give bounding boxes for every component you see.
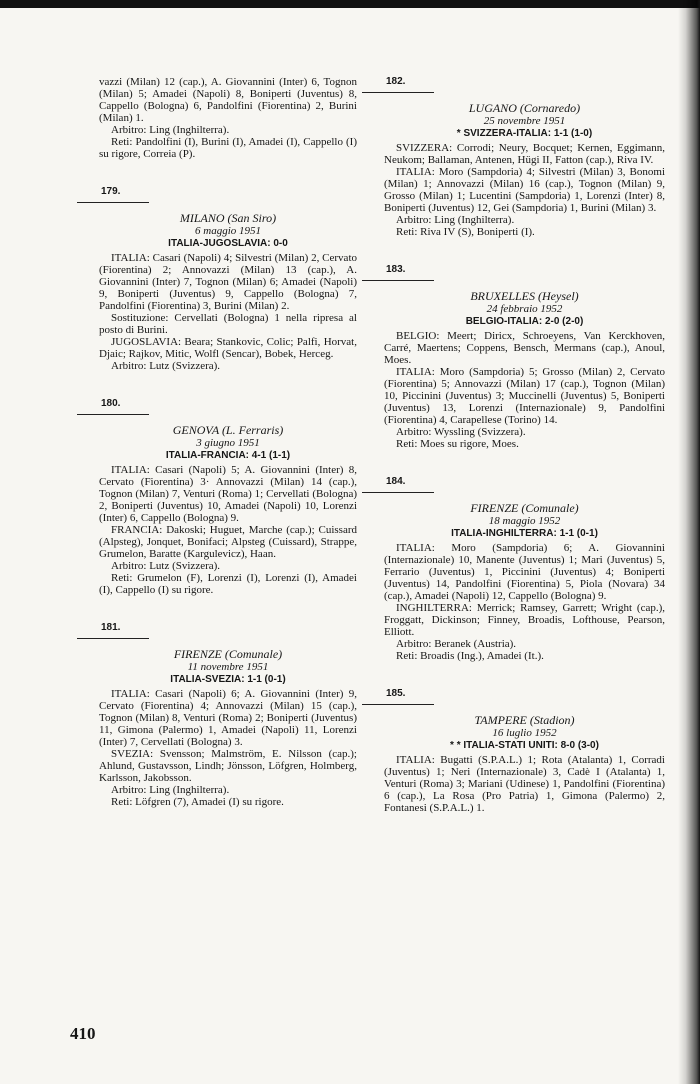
paragraph: BELGIO: Meert; Diricx, Schroeyens, Van Kerckhoven, Carré, Maertens; Coppens, Bensch, Mermans (cap.), Anoul, Moes. bbox=[384, 330, 665, 366]
paragraph: FRANCIA: Dakoski; Huguet, Marche (cap.); Cuissard (Alpsteg), Jonquet, Bonifaci; Alpsteg (Cuissard), Strappe, Grumelon, Baratte (Kargulevicz), Haan. bbox=[99, 524, 357, 560]
match-title: * SVIZZERA-ITALIA: 1-1 (1-0) bbox=[456, 128, 593, 139]
paragraph: ITALIA: Casari (Napoli) 5; A. Giovannini (Inter) 8, Cervato (Fiorentina) 3· Annovazzi (Milan) 14 (cap.), Tognon (Milan) 7, Venturi (Roma) 1; Cervellati (Bologna) 2, Boniperti (Juventus) 10, Amadei (Napoli) 10, Lorenzi (Inter) 6, Cappello (Bologna) 9. bbox=[99, 464, 357, 524]
match-date: 6 maggio 1951 bbox=[195, 225, 261, 237]
paragraph: ITALIA: Moro (Sampdoria) 5; Grosso (Milan) 2, Cervato (Fiorentina) 5; Annovazzi (Milan) 17 (cap.), Tognon (Milan) 10, Piccinini (Juventus) 3; Muccinelli (Juventus) 5, Boniperti (Juventus) 13, Lorenzi (Internazionale) 9, Pandolfini (Fiorentina) 4, Carapellese (Torino) 14. bbox=[384, 366, 665, 426]
entry-number: 180. bbox=[101, 398, 121, 409]
divider bbox=[77, 202, 149, 203]
paragraph: Arbitro: Lutz (Svizzera). bbox=[111, 560, 221, 572]
match-title: BELGIO-ITALIA: 2-0 (2-0) bbox=[465, 316, 584, 327]
match-title: ITALIA-FRANCIA: 4-1 (1-1) bbox=[165, 450, 291, 461]
match-entry bbox=[99, 622, 357, 808]
venue: LUGANO (Cornaredo) bbox=[468, 101, 581, 115]
match-entry bbox=[384, 476, 665, 662]
venue: BRUXELLES (Heysel) bbox=[470, 289, 579, 303]
match-date: 25 novembre 1951 bbox=[483, 115, 566, 127]
paragraph: Arbitro: Beranek (Austria). bbox=[396, 638, 517, 650]
match-entry bbox=[99, 398, 357, 596]
match-entry bbox=[384, 76, 665, 238]
entry-number: 179. bbox=[101, 186, 121, 197]
right-column bbox=[384, 76, 665, 814]
paragraph: Reti: Pandolfini (I), Burini (I), Amadei (I), Cappello (I) su rigore, Correia (P). bbox=[99, 136, 357, 160]
match-date: 11 novembre 1951 bbox=[187, 661, 269, 673]
continued-entry bbox=[99, 76, 357, 160]
match-date: 24 febbraio 1952 bbox=[486, 303, 563, 315]
paragraph: Reti: Riva IV (S), Boniperti (I). bbox=[396, 226, 535, 238]
match-title: ITALIA-JUGOSLAVIA: 0-0 bbox=[168, 238, 288, 249]
venue: FIRENZE (Comunale) bbox=[470, 501, 579, 515]
paragraph: Sostituzione: Cervellati (Bologna) 1 nella ripresa al posto di Burini. bbox=[99, 312, 357, 336]
entry-number: 184. bbox=[386, 476, 406, 487]
match-date: 18 maggio 1952 bbox=[488, 515, 561, 527]
divider bbox=[362, 92, 434, 93]
entry-number: 182. bbox=[386, 76, 406, 87]
left-column bbox=[99, 76, 357, 808]
paragraph: Arbitro: Lutz (Svizzera). bbox=[111, 360, 221, 372]
venue: MILANO (San Siro) bbox=[179, 211, 277, 225]
match-entry bbox=[384, 688, 665, 814]
entry-number: 183. bbox=[386, 264, 406, 275]
paragraph: Arbitro: Ling (Inghilterra). bbox=[396, 214, 515, 226]
paragraph: Arbitro: Wyssling (Svizzera). bbox=[396, 426, 526, 438]
divider bbox=[362, 704, 434, 705]
paragraph: Reti: Broadis (Ing.), Amadei (It.). bbox=[396, 650, 544, 662]
entry-number: 185. bbox=[386, 688, 406, 699]
top-edge-shadow bbox=[0, 0, 700, 8]
paragraph: ITALIA: Moro (Sampdoria) 4; Silvestri (Milan) 3, Bonomi (Milan) 1; Annovazzi (Milan) 16 (cap.), Tognon (Milan) 9, Grosso (Milan) 1; Lucentini (Sampdoria) 1, Lorenzi (Inter) 8, Boniperti (Juventus) 12, Gei (Sampdoria) 1, Burini (Milan) 3. bbox=[384, 166, 665, 214]
venue: TAMPERE (Stadion) bbox=[474, 713, 575, 727]
match-title: ITALIA-INGHILTERRA: 1-1 (0-1) bbox=[451, 528, 598, 539]
divider bbox=[77, 414, 149, 415]
paragraph: SVEZIA: Svensson; Malmström, E. Nilsson (cap.); Ahlund, Gustavsson, Lindh; Jönsson, Löfgren, Holmberg, Karlsson, Jakobsson. bbox=[99, 748, 357, 784]
paragraph: Reti: Grumelon (F), Lorenzi (I), Lorenzi (I), Amadei (I), Cappello (I) su rigore. bbox=[99, 572, 357, 596]
match-date: 16 luglio 1952 bbox=[492, 727, 557, 739]
paragraph: Arbitro: Ling (Inghilterra). bbox=[111, 784, 230, 796]
paragraph: INGHILTERRA: Merrick; Ramsey, Garrett; Wright (cap.), Froggatt, Dickinson; Finney, Broadis, Lofthouse, Pearson, Elliott. bbox=[384, 602, 665, 638]
match-entry bbox=[99, 186, 357, 372]
paragraph: Reti: Moes su rigore, Moes. bbox=[396, 438, 519, 450]
paragraph: Arbitro: Ling (Inghilterra). bbox=[111, 124, 230, 136]
match-title: * * ITALIA-STATI UNITI: 8-0 (3-0) bbox=[450, 740, 599, 751]
paragraph: ITALIA: Casari (Napoli) 4; Silvestri (Milan) 2, Cervato (Fiorentina) 2; Annovazzi (Milan) 13 (cap.), A. Giovannini (Inter) 7, Tognon (Milan) 6; Amadei (Napoli) 9, Boniperti (Juventus) 9, Cappello (Bologna) 7, Pandolfini (Fiorentina) 3, Burini (Milan) 2. bbox=[99, 252, 357, 312]
venue: GENOVA (L. Ferraris) bbox=[172, 423, 284, 437]
divider bbox=[362, 492, 434, 493]
match-date: 3 giugno 1951 bbox=[196, 437, 260, 449]
entry-number: 181. bbox=[101, 622, 121, 633]
divider bbox=[77, 638, 149, 639]
divider bbox=[362, 280, 434, 281]
match-title: ITALIA-SVEZIA: 1-1 (0-1) bbox=[170, 674, 286, 685]
book-spine-shadow bbox=[678, 0, 700, 1084]
paragraph: vazzi (Milan) 12 (cap.), A. Giovannini (Inter) 6, Tognon (Milan) 5; Amadei (Napoli) 8, Boniperti (Juventus) 8, Cappello (Bologna) 6, Pandolfini (Fiorentina) 2, Burini (Milan) 1. bbox=[99, 76, 357, 124]
paragraph: SVIZZERA: Corrodi; Neury, Bocquet; Kernen, Eggimann, Neukom; Ballaman, Antenen, Hügi II, Fatton (cap.), Riva IV. bbox=[384, 142, 665, 166]
paragraph: ITALIA: Casari (Napoli) 6; A. Giovannini (Inter) 9, Cervato (Fiorentina) 4; Annovazzi (Milan) 15 (cap.), Tognon (Milan) 8, Venturi (Roma) 2; Boniperti (Juventus) 11, Gimona (Palermo) 1, Amadei (Napoli) 11, Lorenzi (Inter) 7, Cervellati (Bologna) 3. bbox=[99, 688, 357, 748]
paragraph: ITALIA: Bugatti (S.P.A.L.) 1; Rota (Atalanta) 1, Corradi (Juventus) 1; Neri (Internazionale) 3, Cadè I (Atalanta) 1, Venturi (Roma) 3; Mariani (Udinese) 1, Pandolfini (Fiorentina) 6 (cap.), La Rosa (Pro Patria) 1, Gimona (Palermo) 2, Fontanesi (S.P.A.L.) 1. bbox=[384, 754, 665, 814]
venue: FIRENZE (Comunale) bbox=[173, 647, 283, 661]
page-number: 410 bbox=[70, 1024, 96, 1043]
paragraph: JUGOSLAVIA: Beara; Stankovic, Colic; Palfi, Horvat, Djaic; Rajkov, Mitic, Wolfl (Sencar), Bobek, Herceg. bbox=[99, 336, 357, 360]
paragraph: ITALIA: Moro (Sampdoria) 6; A. Giovannini (Internazionale) 10, Manente (Juventus) 1; Mari (Juventus) 5, Ferrario (Juventus) 1, Piccinini (Juventus) 4; Boniperti (Juventus) 14, Pandolfini (Fiorentina) 5, Piola (Novara) 34 (cap.), Amadei (Napoli) 12, Cappello (Bologna) 9. bbox=[384, 542, 665, 602]
paragraph: Reti: Löfgren (7), Amadei (I) su rigore. bbox=[111, 796, 284, 808]
match-entry bbox=[384, 264, 665, 450]
